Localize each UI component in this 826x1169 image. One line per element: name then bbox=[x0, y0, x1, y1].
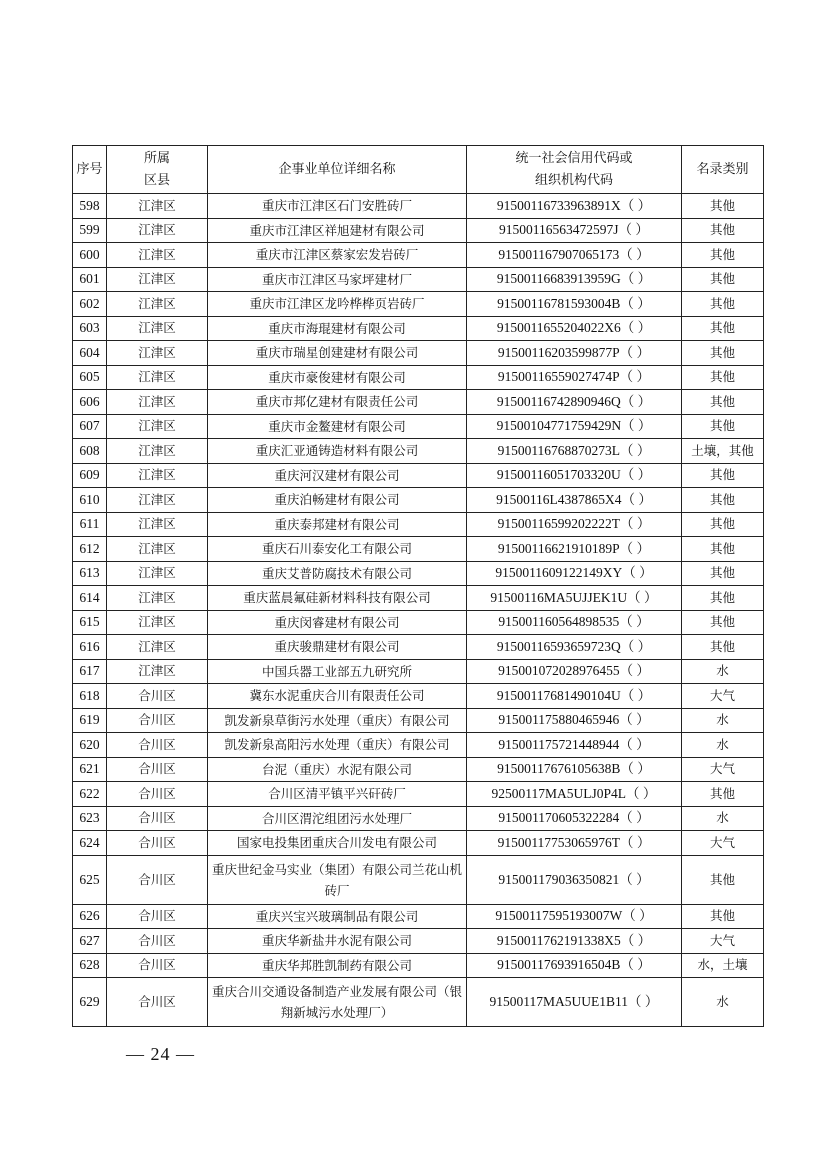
row-category: 大气 bbox=[682, 757, 764, 782]
row-county: 江津区 bbox=[107, 635, 208, 660]
row-code: 92500117MA5ULJ0P4L（ ） bbox=[467, 782, 682, 807]
row-category: 其他 bbox=[682, 414, 764, 439]
row-county: 江津区 bbox=[107, 561, 208, 586]
row-name: 重庆泰邦建材有限公司 bbox=[208, 512, 467, 537]
row-category: 水 bbox=[682, 659, 764, 684]
row-county: 江津区 bbox=[107, 243, 208, 268]
row-county: 江津区 bbox=[107, 341, 208, 366]
header-county: 所属 区县 bbox=[107, 146, 208, 194]
table-row bbox=[73, 537, 764, 562]
row-county: 合川区 bbox=[107, 978, 208, 1027]
row-number: 615 bbox=[73, 610, 107, 635]
row-category: 其他 bbox=[682, 463, 764, 488]
row-number: 629 bbox=[73, 978, 107, 1027]
row-county: 江津区 bbox=[107, 292, 208, 317]
header-code: 统一社会信用代码或 组织机构代码 bbox=[467, 146, 682, 194]
table-row bbox=[73, 831, 764, 856]
table-row bbox=[73, 586, 764, 611]
table-row bbox=[73, 414, 764, 439]
row-county: 江津区 bbox=[107, 586, 208, 611]
row-number: 605 bbox=[73, 365, 107, 390]
row-code: 91500117MA5UUE1B11（ ） bbox=[467, 978, 682, 1027]
row-name: 国家电投集团重庆合川发电有限公司 bbox=[208, 831, 467, 856]
row-name: 重庆河汉建材有限公司 bbox=[208, 463, 467, 488]
table-header-row bbox=[73, 146, 764, 194]
row-county: 江津区 bbox=[107, 365, 208, 390]
row-code: 91500117693916504B（ ） bbox=[467, 953, 682, 978]
row-category: 其他 bbox=[682, 635, 764, 660]
row-county: 江津区 bbox=[107, 267, 208, 292]
table-row bbox=[73, 439, 764, 464]
row-code: 915001072028976455（ ） bbox=[467, 659, 682, 684]
row-number: 598 bbox=[73, 194, 107, 219]
row-code: 91500117676105638B（ ） bbox=[467, 757, 682, 782]
table-row bbox=[73, 684, 764, 709]
row-name: 合川区清平镇平兴矸砖厂 bbox=[208, 782, 467, 807]
table-row bbox=[73, 733, 764, 758]
row-county: 江津区 bbox=[107, 414, 208, 439]
table-row bbox=[73, 904, 764, 929]
table-row bbox=[73, 194, 764, 219]
row-county: 江津区 bbox=[107, 218, 208, 243]
row-name: 凯发新泉草街污水处理（重庆）有限公司 bbox=[208, 708, 467, 733]
row-code: 91500116742890946Q（ ） bbox=[467, 390, 682, 415]
row-name: 重庆兴宝兴玻璃制品有限公司 bbox=[208, 904, 467, 929]
row-name: 重庆合川交通设备制造产业发展有限公司（银翔新城污水处理厂） bbox=[208, 978, 467, 1027]
row-code: 91500116733963891X（ ） bbox=[467, 194, 682, 219]
row-code: 91500116L4387865X4（ ） bbox=[467, 488, 682, 513]
row-number: 608 bbox=[73, 439, 107, 464]
row-number: 618 bbox=[73, 684, 107, 709]
row-number: 611 bbox=[73, 512, 107, 537]
row-county: 合川区 bbox=[107, 684, 208, 709]
row-number: 620 bbox=[73, 733, 107, 758]
row-county: 合川区 bbox=[107, 953, 208, 978]
row-number: 622 bbox=[73, 782, 107, 807]
row-code: 91500116781593004B（ ） bbox=[467, 292, 682, 317]
row-number: 609 bbox=[73, 463, 107, 488]
table-row bbox=[73, 243, 764, 268]
row-name: 重庆华新盐井水泥有限公司 bbox=[208, 929, 467, 954]
row-name: 台泥（重庆）水泥有限公司 bbox=[208, 757, 467, 782]
row-category: 其他 bbox=[682, 341, 764, 366]
row-category: 大气 bbox=[682, 929, 764, 954]
row-code: 915001167907065173（ ） bbox=[467, 243, 682, 268]
row-code: 91500116599202222T（ ） bbox=[467, 512, 682, 537]
row-category: 其他 bbox=[682, 561, 764, 586]
row-category: 其他 bbox=[682, 904, 764, 929]
row-number: 599 bbox=[73, 218, 107, 243]
table-row bbox=[73, 953, 764, 978]
row-name: 重庆市海琨建材有限公司 bbox=[208, 316, 467, 341]
row-county: 江津区 bbox=[107, 610, 208, 635]
row-county: 江津区 bbox=[107, 659, 208, 684]
table-row bbox=[73, 488, 764, 513]
row-county: 江津区 bbox=[107, 439, 208, 464]
row-code: 91500104771759429N（ ） bbox=[467, 414, 682, 439]
table-row bbox=[73, 855, 764, 904]
row-number: 621 bbox=[73, 757, 107, 782]
table-row bbox=[73, 463, 764, 488]
row-county: 合川区 bbox=[107, 708, 208, 733]
table-row bbox=[73, 512, 764, 537]
row-name: 重庆蓝晨氟硅新材料科技有限公司 bbox=[208, 586, 467, 611]
row-name: 重庆骏鼎建材有限公司 bbox=[208, 635, 467, 660]
row-number: 626 bbox=[73, 904, 107, 929]
row-name: 重庆市江津区祥旭建材有限公司 bbox=[208, 218, 467, 243]
table-row bbox=[73, 782, 764, 807]
row-code: 915001175721448944（ ） bbox=[467, 733, 682, 758]
row-name: 重庆闵睿建材有限公司 bbox=[208, 610, 467, 635]
row-county: 江津区 bbox=[107, 194, 208, 219]
row-name: 重庆市江津区蔡家宏发岩砖厂 bbox=[208, 243, 467, 268]
row-name: 中国兵器工业部五九研究所 bbox=[208, 659, 467, 684]
table-row bbox=[73, 659, 764, 684]
row-county: 合川区 bbox=[107, 904, 208, 929]
row-code: 9150011762191338X5（ ） bbox=[467, 929, 682, 954]
row-name: 重庆市瑞星创建建材有限公司 bbox=[208, 341, 467, 366]
row-county: 江津区 bbox=[107, 537, 208, 562]
row-category: 其他 bbox=[682, 292, 764, 317]
row-code: 915001160564898535（ ） bbox=[467, 610, 682, 635]
row-code: 91500117753065976T（ ） bbox=[467, 831, 682, 856]
row-name: 凯发新泉高阳污水处理（重庆）有限公司 bbox=[208, 733, 467, 758]
table-row bbox=[73, 978, 764, 1027]
table-row bbox=[73, 757, 764, 782]
row-code: 915001175880465946（ ） bbox=[467, 708, 682, 733]
row-name: 重庆华邦胜凯制药有限公司 bbox=[208, 953, 467, 978]
row-code: 91500117681490104U（ ） bbox=[467, 684, 682, 709]
row-county: 合川区 bbox=[107, 782, 208, 807]
table-row bbox=[73, 635, 764, 660]
row-code: 9150011655204022X6（ ） bbox=[467, 316, 682, 341]
row-county: 合川区 bbox=[107, 806, 208, 831]
row-number: 606 bbox=[73, 390, 107, 415]
row-category: 其他 bbox=[682, 243, 764, 268]
row-number: 607 bbox=[73, 414, 107, 439]
row-code: 9150011609122149XY（ ） bbox=[467, 561, 682, 586]
row-code: 91500117595193007W（ ） bbox=[467, 904, 682, 929]
table-row bbox=[73, 561, 764, 586]
row-county: 江津区 bbox=[107, 488, 208, 513]
row-name: 重庆汇亚通铸造材料有限公司 bbox=[208, 439, 467, 464]
table-row bbox=[73, 806, 764, 831]
header-category: 名录类别 bbox=[682, 146, 764, 194]
row-number: 601 bbox=[73, 267, 107, 292]
row-category: 其他 bbox=[682, 218, 764, 243]
header-no: 序号 bbox=[73, 146, 107, 194]
row-code: 91500116563472597J（ ） bbox=[467, 218, 682, 243]
row-name: 冀东水泥重庆合川有限责任公司 bbox=[208, 684, 467, 709]
row-category: 其他 bbox=[682, 512, 764, 537]
page-number: — 24 — bbox=[126, 1044, 195, 1064]
row-county: 江津区 bbox=[107, 316, 208, 341]
row-category: 其他 bbox=[682, 194, 764, 219]
row-code: 91500116593659723Q（ ） bbox=[467, 635, 682, 660]
row-code: 91500116MA5UJJEK1U（ ） bbox=[467, 586, 682, 611]
row-number: 604 bbox=[73, 341, 107, 366]
row-code: 91500116559027474P（ ） bbox=[467, 365, 682, 390]
row-number: 610 bbox=[73, 488, 107, 513]
row-code: 915001170605322284（ ） bbox=[467, 806, 682, 831]
header-name: 企事业单位详细名称 bbox=[208, 146, 467, 194]
row-number: 625 bbox=[73, 855, 107, 904]
row-county: 江津区 bbox=[107, 390, 208, 415]
row-county: 合川区 bbox=[107, 757, 208, 782]
row-category: 其他 bbox=[682, 365, 764, 390]
row-code: 91500116051703320U（ ） bbox=[467, 463, 682, 488]
row-name: 重庆艾普防腐技术有限公司 bbox=[208, 561, 467, 586]
table-row bbox=[73, 708, 764, 733]
table-row bbox=[73, 218, 764, 243]
row-name: 重庆泊畅建材有限公司 bbox=[208, 488, 467, 513]
row-code: 91500116621910189P（ ） bbox=[467, 537, 682, 562]
row-name: 重庆市江津区马家坪建材厂 bbox=[208, 267, 467, 292]
row-category: 土壤，其他 bbox=[682, 439, 764, 464]
row-number: 600 bbox=[73, 243, 107, 268]
row-category: 大气 bbox=[682, 684, 764, 709]
row-county: 江津区 bbox=[107, 512, 208, 537]
row-category: 其他 bbox=[682, 610, 764, 635]
row-category: 其他 bbox=[682, 537, 764, 562]
row-code: 91500116768870273L（ ） bbox=[467, 439, 682, 464]
table-row bbox=[73, 316, 764, 341]
row-category: 其他 bbox=[682, 855, 764, 904]
row-number: 602 bbox=[73, 292, 107, 317]
row-category: 水 bbox=[682, 806, 764, 831]
table-row bbox=[73, 929, 764, 954]
row-number: 623 bbox=[73, 806, 107, 831]
row-name: 合川区渭沱组团污水处理厂 bbox=[208, 806, 467, 831]
row-number: 603 bbox=[73, 316, 107, 341]
row-category: 水 bbox=[682, 733, 764, 758]
row-county: 合川区 bbox=[107, 831, 208, 856]
row-category: 其他 bbox=[682, 316, 764, 341]
row-name: 重庆市江津区石门安胜砖厂 bbox=[208, 194, 467, 219]
table-row bbox=[73, 341, 764, 366]
row-category: 水 bbox=[682, 978, 764, 1027]
row-name: 重庆市江津区龙吟桦桦页岩砖厂 bbox=[208, 292, 467, 317]
row-number: 628 bbox=[73, 953, 107, 978]
row-category: 其他 bbox=[682, 586, 764, 611]
row-category: 其他 bbox=[682, 267, 764, 292]
table-row bbox=[73, 390, 764, 415]
row-name: 重庆石川泰安化工有限公司 bbox=[208, 537, 467, 562]
row-county: 合川区 bbox=[107, 929, 208, 954]
row-number: 613 bbox=[73, 561, 107, 586]
row-county: 合川区 bbox=[107, 733, 208, 758]
row-number: 617 bbox=[73, 659, 107, 684]
table-row bbox=[73, 267, 764, 292]
row-name: 重庆市金鳌建材有限公司 bbox=[208, 414, 467, 439]
row-number: 612 bbox=[73, 537, 107, 562]
row-category: 水，土壤 bbox=[682, 953, 764, 978]
row-code: 915001179036350821（ ） bbox=[467, 855, 682, 904]
table-row bbox=[73, 610, 764, 635]
table-row bbox=[73, 292, 764, 317]
row-county: 江津区 bbox=[107, 463, 208, 488]
enterprise-table bbox=[72, 145, 764, 1027]
row-category: 其他 bbox=[682, 488, 764, 513]
row-category: 水 bbox=[682, 708, 764, 733]
row-number: 624 bbox=[73, 831, 107, 856]
row-code: 91500116203599877P（ ） bbox=[467, 341, 682, 366]
row-code: 91500116683913959G（ ） bbox=[467, 267, 682, 292]
table-row bbox=[73, 365, 764, 390]
row-number: 614 bbox=[73, 586, 107, 611]
row-name: 重庆市邦亿建材有限责任公司 bbox=[208, 390, 467, 415]
row-name: 重庆市豪俊建材有限公司 bbox=[208, 365, 467, 390]
row-number: 627 bbox=[73, 929, 107, 954]
row-category: 其他 bbox=[682, 782, 764, 807]
row-number: 619 bbox=[73, 708, 107, 733]
row-category: 其他 bbox=[682, 390, 764, 415]
row-county: 合川区 bbox=[107, 855, 208, 904]
row-category: 大气 bbox=[682, 831, 764, 856]
row-name: 重庆世纪金马实业（集团）有限公司兰花山机砖厂 bbox=[208, 855, 467, 904]
row-number: 616 bbox=[73, 635, 107, 660]
